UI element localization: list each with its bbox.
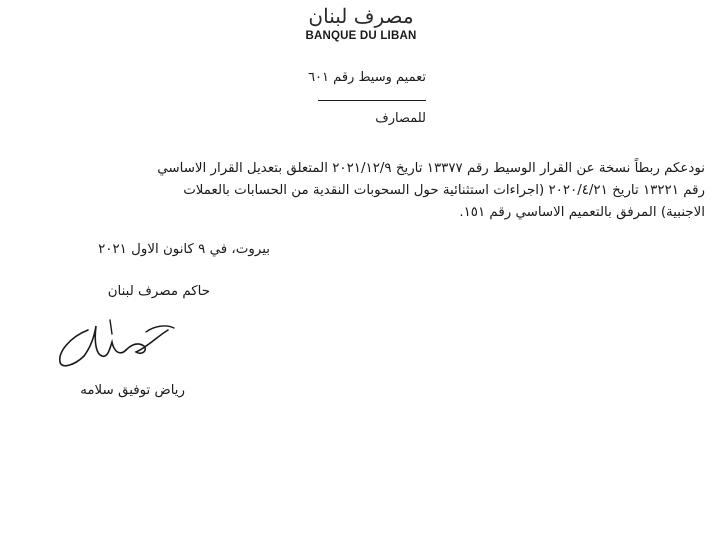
date-line: بيروت، في ٩ كانون الاول ٢٠٢١ xyxy=(98,242,270,257)
governor-name: رياض توفيق سلامه xyxy=(80,383,185,398)
circular-body xyxy=(60,158,705,224)
body-line: الاجنبية) المرفق بالتعميم الاساسي رقم ١٥١. xyxy=(459,205,705,220)
bank-logo-french: BANQUE DU LIBAN xyxy=(305,30,417,42)
recipient-line: للمصارف xyxy=(375,111,426,126)
title-underline xyxy=(318,100,426,101)
governor-title: حاكم مصرف لبنان xyxy=(107,284,210,299)
circular-title: تعميم وسيط رقم ٦٠١ xyxy=(308,70,426,85)
governor-signature xyxy=(50,312,185,374)
body-line: رقم ١٣٢٢١ تاريخ ٢٠٢٠/٤/٢١ (اجراءات استثنائية حول السحوبات النقدية من الحسابات بالعملات xyxy=(183,183,705,198)
bank-logo-arabic: مصرف لبنان xyxy=(308,4,414,28)
body-line: نودعكم ربطاً نسخة عن القرار الوسيط رقم ١٣٣٧٧ تاريخ ٢٠٢١/١٢/٩ المتعلق بتعديل القرار الاساسي xyxy=(157,161,705,176)
